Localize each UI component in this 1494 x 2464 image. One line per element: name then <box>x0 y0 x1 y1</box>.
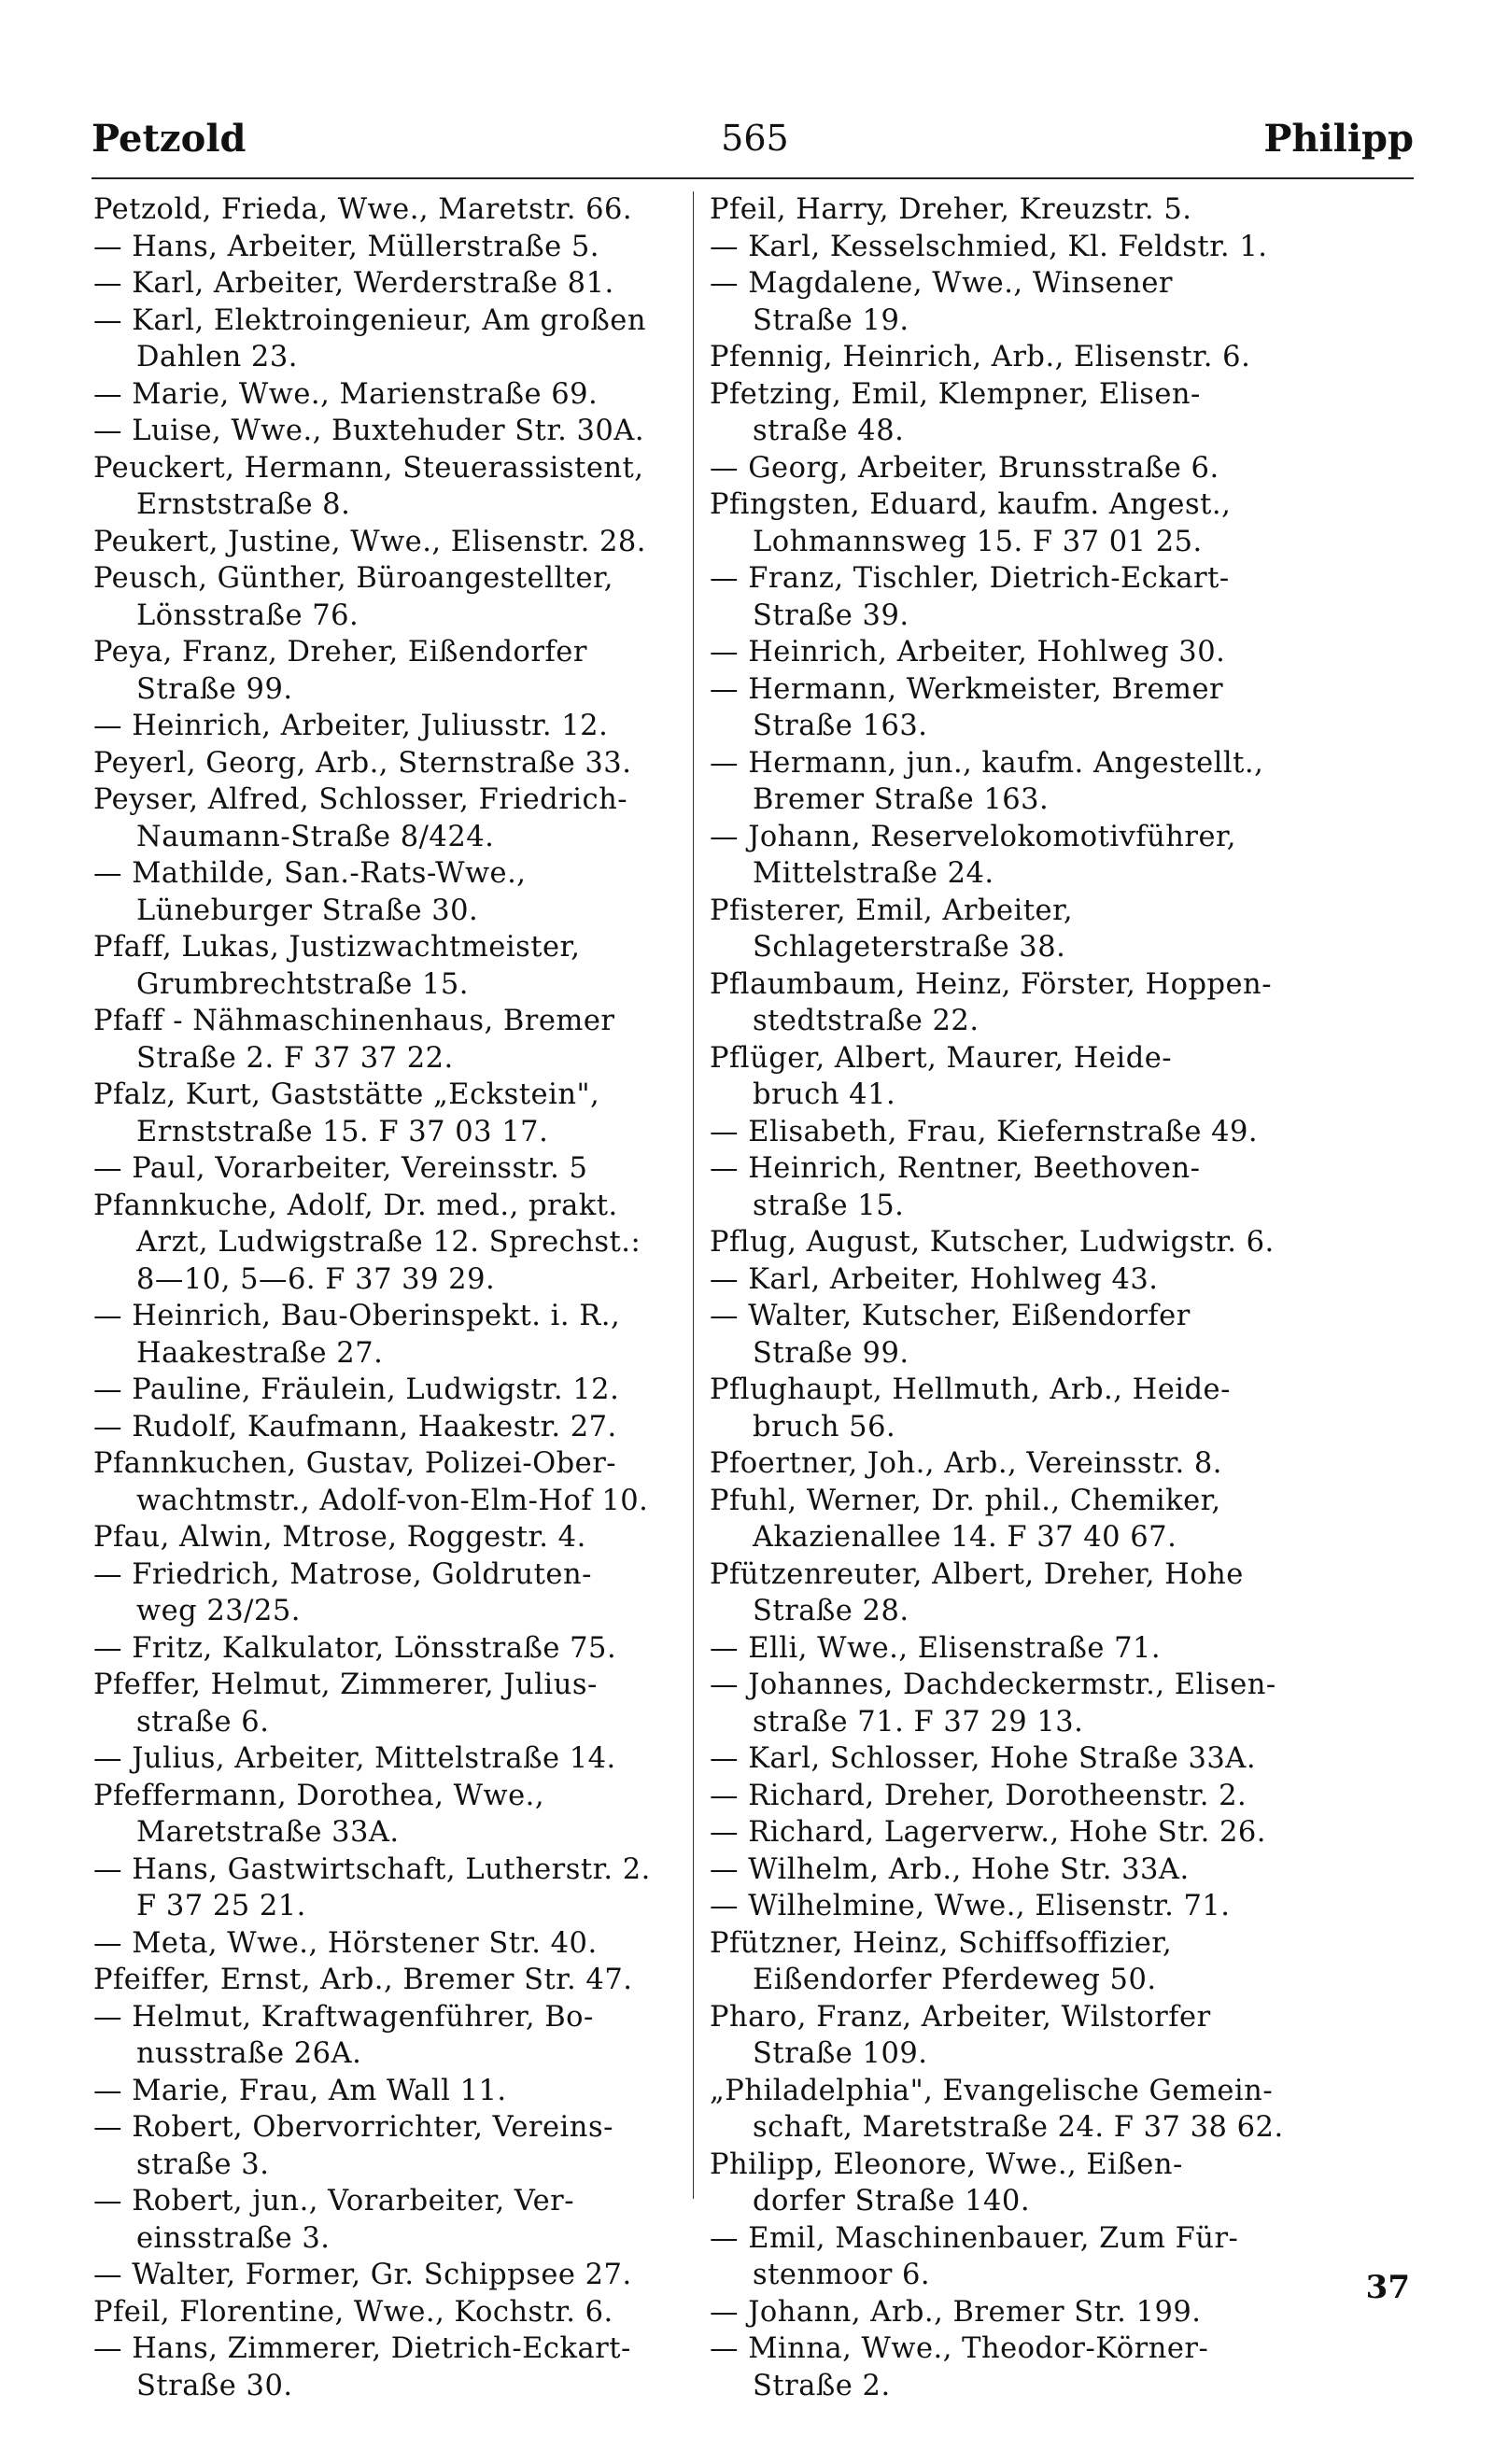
entry-line: — Georg, Arbeiter, Brunsstraße 6. <box>710 451 1219 485</box>
directory-entry <box>710 1261 1298 1299</box>
entry-line: Pfannkuche, Adolf, Dr. med., prakt. <box>93 1189 618 1222</box>
entry-continuation-line: Naumann-Straße 8/424. <box>136 820 495 853</box>
entry-continuation-line: bruch 41. <box>753 1078 896 1111</box>
directory-entry <box>93 2183 682 2257</box>
entry-continuation-line: Arzt, Ludwigstraße 12. Sprechst.: <box>136 1226 641 1259</box>
entry-continuation-line: einsstraße 3. <box>136 2221 331 2255</box>
entry-line: Pflüger, Albert, Maurer, Heide- <box>710 1041 1173 1075</box>
entry-line: — Karl, Arbeiter, Werderstraße 81. <box>93 267 614 300</box>
directory-entry <box>93 1003 682 1077</box>
sheet-signature: 37 <box>1365 2269 1410 2306</box>
entry-line: — Johannes, Dachdeckermstr., Elisen- <box>710 1668 1276 1701</box>
entry-line: — Hermann, Werkmeister, Bremer <box>710 672 1224 706</box>
directory-entry <box>93 413 682 450</box>
directory-entry <box>710 265 1298 339</box>
entry-continuation-line: stenmoor 6. <box>753 2259 931 2291</box>
entry-line: Peyerl, Georg, Arb., Sternstraße 33. <box>93 746 632 780</box>
entry-line: Pfau, Alwin, Mtrose, Roggestr. 4. <box>93 1521 586 1554</box>
entry-line: — Karl, Arbeiter, Hohlweg 43. <box>710 1262 1159 1296</box>
entry-line: — Elli, Wwe., Elisenstraße 71. <box>710 1631 1162 1665</box>
entry-line: — Heinrich, Bau-Oberinspekt. i. R., <box>93 1300 621 1332</box>
column-divider <box>693 191 694 2199</box>
entry-line: — Minna, Wwe., Theodor-Körner- <box>710 2332 1209 2365</box>
directory-entry <box>710 1040 1298 1114</box>
directory-entry <box>93 191 682 229</box>
directory-entry <box>93 1445 682 1519</box>
entry-line: Peya, Franz, Dreher, Eißendorfer <box>93 636 587 669</box>
entry-line: Philipp, Eleonore, Wwe., Eißen- <box>710 2147 1183 2181</box>
entry-line: — Wilhelmine, Wwe., Elisenstr. 71. <box>710 1890 1231 1922</box>
directory-entry <box>93 303 682 376</box>
entry-continuation-line: Lüneburger Straße 30. <box>136 894 479 927</box>
entry-continuation-line: Straße 30. <box>136 2369 293 2402</box>
entry-line: Pfoertner, Joh., Arb., Vereinsstr. 8. <box>710 1447 1222 1480</box>
entry-line: Peukert, Justine, Wwe., Elisenstr. 28. <box>93 525 646 558</box>
entry-line: Pfeffer, Helmut, Zimmerer, Julius- <box>93 1668 598 1701</box>
directory-entry <box>93 781 682 855</box>
right-column <box>710 191 1298 2404</box>
entry-line: — Walter, Kutscher, Eißendorfer <box>710 1300 1191 1332</box>
directory-entry <box>710 1740 1298 1778</box>
entry-line: — Hans, Zimmerer, Dietrich-Eckart- <box>93 2332 631 2365</box>
entry-line: Pfeil, Harry, Dreher, Kreuzstr. 5. <box>710 193 1192 226</box>
entry-line: — Wilhelm, Arb., Hohe Str. 33A. <box>710 1852 1190 1886</box>
entry-line: — Hermann, jun., kaufm. Angestellt., <box>710 746 1264 780</box>
header-right-guide-word: Philipp <box>1263 116 1414 161</box>
directory-entry <box>93 229 682 266</box>
directory-entry <box>93 1077 682 1150</box>
entry-continuation-line: nusstraße 26A. <box>136 2037 362 2070</box>
entry-line: — Richard, Dreher, Dorotheenstr. 2. <box>710 1779 1247 1812</box>
entry-line: — Mathilde, San.-Rats-Wwe., <box>93 857 527 890</box>
entry-line: — Friedrich, Matrose, Goldruten- <box>93 1557 592 1591</box>
entry-line: Pflughaupt, Hellmuth, Arb., Heide- <box>710 1373 1231 1406</box>
entry-continuation-line: Straße 19. <box>753 303 909 337</box>
left-column <box>93 191 682 2404</box>
directory-entry <box>93 855 682 929</box>
directory-entry <box>710 966 1298 1040</box>
directory-entry <box>93 1372 682 1409</box>
entry-line: — Magdalene, Wwe., Winsener <box>710 267 1174 300</box>
directory-entry <box>93 1999 682 2073</box>
directory-entry <box>93 265 682 303</box>
directory-entry <box>93 450 682 524</box>
directory-entry <box>93 1925 682 1963</box>
header-left-guide-word: Petzold <box>92 116 247 161</box>
directory-entry <box>93 1852 682 1925</box>
directory-entry <box>710 745 1298 819</box>
entry-line: Pfützenreuter, Albert, Dreher, Hohe <box>710 1557 1244 1591</box>
directory-entry <box>710 1150 1298 1224</box>
entry-line: Pfannkuchen, Gustav, Polizei-Ober- <box>93 1447 617 1480</box>
entry-line: — Robert, Obervorrichter, Vereins- <box>93 2111 613 2144</box>
entry-continuation-line: 8—10, 5—6. F 37 39 29. <box>136 1262 496 1296</box>
entry-continuation-line: straße 3. <box>136 2147 270 2181</box>
entry-line: — Hans, Arbeiter, Müllerstraße 5. <box>93 230 599 263</box>
entry-continuation-line: straße 48. <box>753 415 905 447</box>
directory-entry <box>93 2294 682 2331</box>
directory-entry <box>710 893 1298 966</box>
entry-line: — Heinrich, Arbeiter, Juliusstr. 12. <box>93 710 609 742</box>
entry-line: — Pauline, Fräulein, Ludwigstr. 12. <box>93 1373 620 1406</box>
entry-line: Peyser, Alfred, Schlosser, Friedrich- <box>93 783 628 816</box>
directory-entry <box>710 450 1298 487</box>
entry-line: Pfaff, Lukas, Justizwachtmeister, <box>93 931 581 964</box>
directory-entry <box>710 1556 1298 1630</box>
entry-line: Pfisterer, Emil, Arbeiter, <box>710 894 1074 927</box>
directory-entry <box>710 2220 1298 2294</box>
entry-continuation-line: Dahlen 23. <box>136 341 298 373</box>
entry-line: — Franz, Tischler, Dietrich-Eckart- <box>710 562 1230 595</box>
directory-entry <box>93 745 682 782</box>
entry-continuation-line: Bremer Straße 163. <box>753 783 1050 816</box>
entry-continuation-line: Straße 99. <box>136 672 293 706</box>
directory-entry <box>93 1630 682 1668</box>
entry-line: Pfalz, Kurt, Gaststätte „Eckstein", <box>93 1078 600 1111</box>
directory-entry <box>93 1667 682 1740</box>
entry-line: — Johann, Reservelokomotivführer, <box>710 820 1236 853</box>
directory-entry <box>93 560 682 634</box>
header-rule <box>92 177 1414 179</box>
entry-line: — Walter, Former, Gr. Schippsee 27. <box>93 2259 632 2291</box>
directory-entry <box>710 819 1298 893</box>
entry-line: Pfeffermann, Dorothea, Wwe., <box>93 1779 545 1812</box>
directory-entry <box>710 2330 1298 2404</box>
directory-entry <box>710 339 1298 376</box>
entry-line: — Elisabeth, Frau, Kiefernstraße 49. <box>710 1115 1259 1148</box>
entry-continuation-line: F 37 25 21. <box>136 1890 306 1922</box>
entry-line: Pfingsten, Eduard, kaufm. Angest., <box>710 488 1232 521</box>
entry-continuation-line: bruch 56. <box>753 1410 896 1443</box>
entry-line: Pfeil, Florentine, Wwe., Kochstr. 6. <box>93 2295 613 2329</box>
entry-line: — Heinrich, Arbeiter, Hohlweg 30. <box>710 636 1226 669</box>
entry-line: Pfennig, Heinrich, Arb., Elisenstr. 6. <box>710 341 1251 373</box>
entry-line: — Karl, Kesselschmied, Kl. Feldstr. 1. <box>710 230 1268 263</box>
directory-entry <box>710 1483 1298 1556</box>
page-number: 565 <box>721 118 789 159</box>
entry-continuation-line: Straße 2. <box>753 2369 891 2402</box>
entry-continuation-line: Grumbrechtstraße 15. <box>136 967 469 1001</box>
directory-entry <box>710 2073 1298 2147</box>
directory-entry <box>93 1150 682 1188</box>
entry-line: — Karl, Schlosser, Hohe Straße 33A. <box>710 1742 1257 1775</box>
entry-continuation-line: Straße 28. <box>753 1595 909 1627</box>
entry-continuation-line: straße 6. <box>136 1705 270 1739</box>
directory-entry <box>93 634 682 708</box>
directory-entry <box>710 1778 1298 1815</box>
directory-entry <box>93 1556 682 1630</box>
entry-line: — Paul, Vorarbeiter, Vereinsstr. 5 <box>93 1152 588 1185</box>
directory-entry <box>710 1224 1298 1261</box>
directory-entry <box>710 1888 1298 1925</box>
directory-entry <box>93 1740 682 1778</box>
directory-entry <box>710 1814 1298 1852</box>
entry-line: — Richard, Lagerverw., Hohe Str. 26. <box>710 1816 1266 1849</box>
entry-line: — Hans, Gastwirtschaft, Lutherstr. 2. <box>93 1852 651 1886</box>
entry-line: Pfützner, Heinz, Schiffsoffizier, <box>710 1926 1173 1960</box>
entry-line: — Julius, Arbeiter, Mittelstraße 14. <box>93 1742 616 1775</box>
entry-continuation-line: dorfer Straße 140. <box>753 2185 1031 2218</box>
entry-line: — Emil, Maschinenbauer, Zum Für- <box>710 2221 1239 2255</box>
entry-continuation-line: Eißendorfer Pferdeweg 50. <box>753 1964 1157 1996</box>
entry-continuation-line: Straße 2. F 37 37 22. <box>136 1041 454 1075</box>
directory-entry <box>93 2330 682 2404</box>
entry-line: Pflaumbaum, Heinz, Förster, Hoppen- <box>710 967 1273 1001</box>
directory-entry <box>710 1445 1298 1483</box>
directory-entry <box>93 708 682 745</box>
entry-continuation-line: Lönsstraße 76. <box>136 598 359 632</box>
directory-entry <box>710 1630 1298 1668</box>
entry-continuation-line: straße 15. <box>753 1189 905 1222</box>
directory-entry <box>93 1519 682 1556</box>
directory-entry <box>710 1925 1298 1999</box>
entry-continuation-line: Straße 163. <box>753 710 928 742</box>
directory-entry <box>710 1114 1298 1151</box>
entry-line: Pharo, Franz, Arbeiter, Wilstorfer <box>710 2000 1211 2034</box>
entry-line: Pfeiffer, Ernst, Arb., Bremer Str. 47. <box>93 1964 633 1996</box>
entry-continuation-line: schaft, Maretstraße 24. F 37 38 62. <box>753 2111 1284 2144</box>
directory-entry <box>710 486 1298 560</box>
entry-continuation-line: Straße 99. <box>753 1336 909 1370</box>
entry-line: — Marie, Frau, Am Wall 11. <box>93 2074 507 2107</box>
directory-entry <box>93 1962 682 1999</box>
directory-entry <box>93 1409 682 1446</box>
entry-continuation-line: Mittelstraße 24. <box>753 857 994 890</box>
entry-continuation-line: Maretstraße 33A. <box>136 1816 400 1849</box>
directory-entry <box>710 229 1298 266</box>
entry-continuation-line: Schlageterstraße 38. <box>753 931 1066 964</box>
entry-continuation-line: Ernststraße 15. F 37 03 17. <box>136 1115 549 1148</box>
directory-entry <box>710 1298 1298 1372</box>
entry-line: Pfuhl, Werner, Dr. phil., Chemiker, <box>710 1484 1221 1517</box>
entry-line: — Robert, jun., Vorarbeiter, Ver- <box>93 2185 574 2218</box>
entry-line: — Meta, Wwe., Hörstener Str. 40. <box>93 1926 598 1960</box>
entry-line: „Philadelphia", Evangelische Gemein- <box>710 2074 1274 2107</box>
entry-line: — Rudolf, Kaufmann, Haakestr. 27. <box>93 1410 617 1443</box>
entry-continuation-line: wachtmstr., Adolf-von-Elm-Hof 10. <box>136 1484 649 1517</box>
directory-entry <box>93 1778 682 1852</box>
entry-line: — Luise, Wwe., Buxtehuder Str. 30A. <box>93 415 645 447</box>
directory-entry <box>710 376 1298 450</box>
directory-entry <box>93 1298 682 1372</box>
entry-line: — Johann, Arb., Bremer Str. 199. <box>710 2295 1202 2329</box>
directory-entry <box>93 1188 682 1299</box>
directory-entry <box>93 929 682 1003</box>
directory-entry <box>710 634 1298 671</box>
directory-entry <box>710 2147 1298 2220</box>
entry-continuation-line: Haakestraße 27. <box>136 1336 384 1370</box>
entry-line: — Heinrich, Rentner, Beethoven- <box>710 1152 1201 1185</box>
entry-continuation-line: Straße 39. <box>753 598 909 632</box>
entry-continuation-line: straße 71. F 37 29 13. <box>753 1705 1084 1739</box>
directory-entry <box>93 524 682 561</box>
entry-continuation-line: Ernststraße 8. <box>136 488 351 521</box>
directory-entry <box>710 1667 1298 1740</box>
directory-entry <box>710 191 1298 229</box>
directory-entry <box>710 560 1298 634</box>
directory-entry <box>93 376 682 414</box>
entry-line: — Fritz, Kalkulator, Lönsstraße 75. <box>93 1631 617 1665</box>
entry-continuation-line: Straße 109. <box>753 2037 928 2070</box>
page-header <box>92 110 1414 166</box>
directory-entry <box>710 1999 1298 2073</box>
entry-line: Pfaff - Nähmaschinenhaus, Bremer <box>93 1005 615 1037</box>
directory-entry <box>93 2073 682 2110</box>
entry-line: — Helmut, Kraftwagenführer, Bo- <box>93 2000 594 2034</box>
directory-entry <box>93 2257 682 2294</box>
entry-line: Petzold, Frieda, Wwe., Maretstr. 66. <box>93 193 633 226</box>
entry-line: — Karl, Elektroingenieur, Am großen <box>93 303 646 337</box>
directory-entry <box>710 671 1298 745</box>
entry-continuation-line: weg 23/25. <box>136 1595 301 1627</box>
entry-line: Peusch, Günther, Büroangestellter, <box>93 562 613 595</box>
entry-continuation-line: Lohmannsweg 15. F 37 01 25. <box>753 525 1203 558</box>
directory-entry <box>710 2294 1298 2331</box>
directory-entry <box>710 1372 1298 1445</box>
entry-line: Pflug, August, Kutscher, Ludwigstr. 6. <box>710 1226 1275 1259</box>
directory-entry <box>710 1852 1298 1889</box>
directory-entry <box>93 2109 682 2183</box>
entry-line: Peuckert, Hermann, Steuerassistent, <box>93 451 644 485</box>
entry-line: Pfetzing, Emil, Klempner, Elisen- <box>710 377 1201 411</box>
entry-line: — Marie, Wwe., Marienstraße 69. <box>93 377 599 411</box>
entry-continuation-line: Akazienallee 14. F 37 40 67. <box>753 1521 1177 1554</box>
entry-continuation-line: stedtstraße 22. <box>753 1005 980 1037</box>
